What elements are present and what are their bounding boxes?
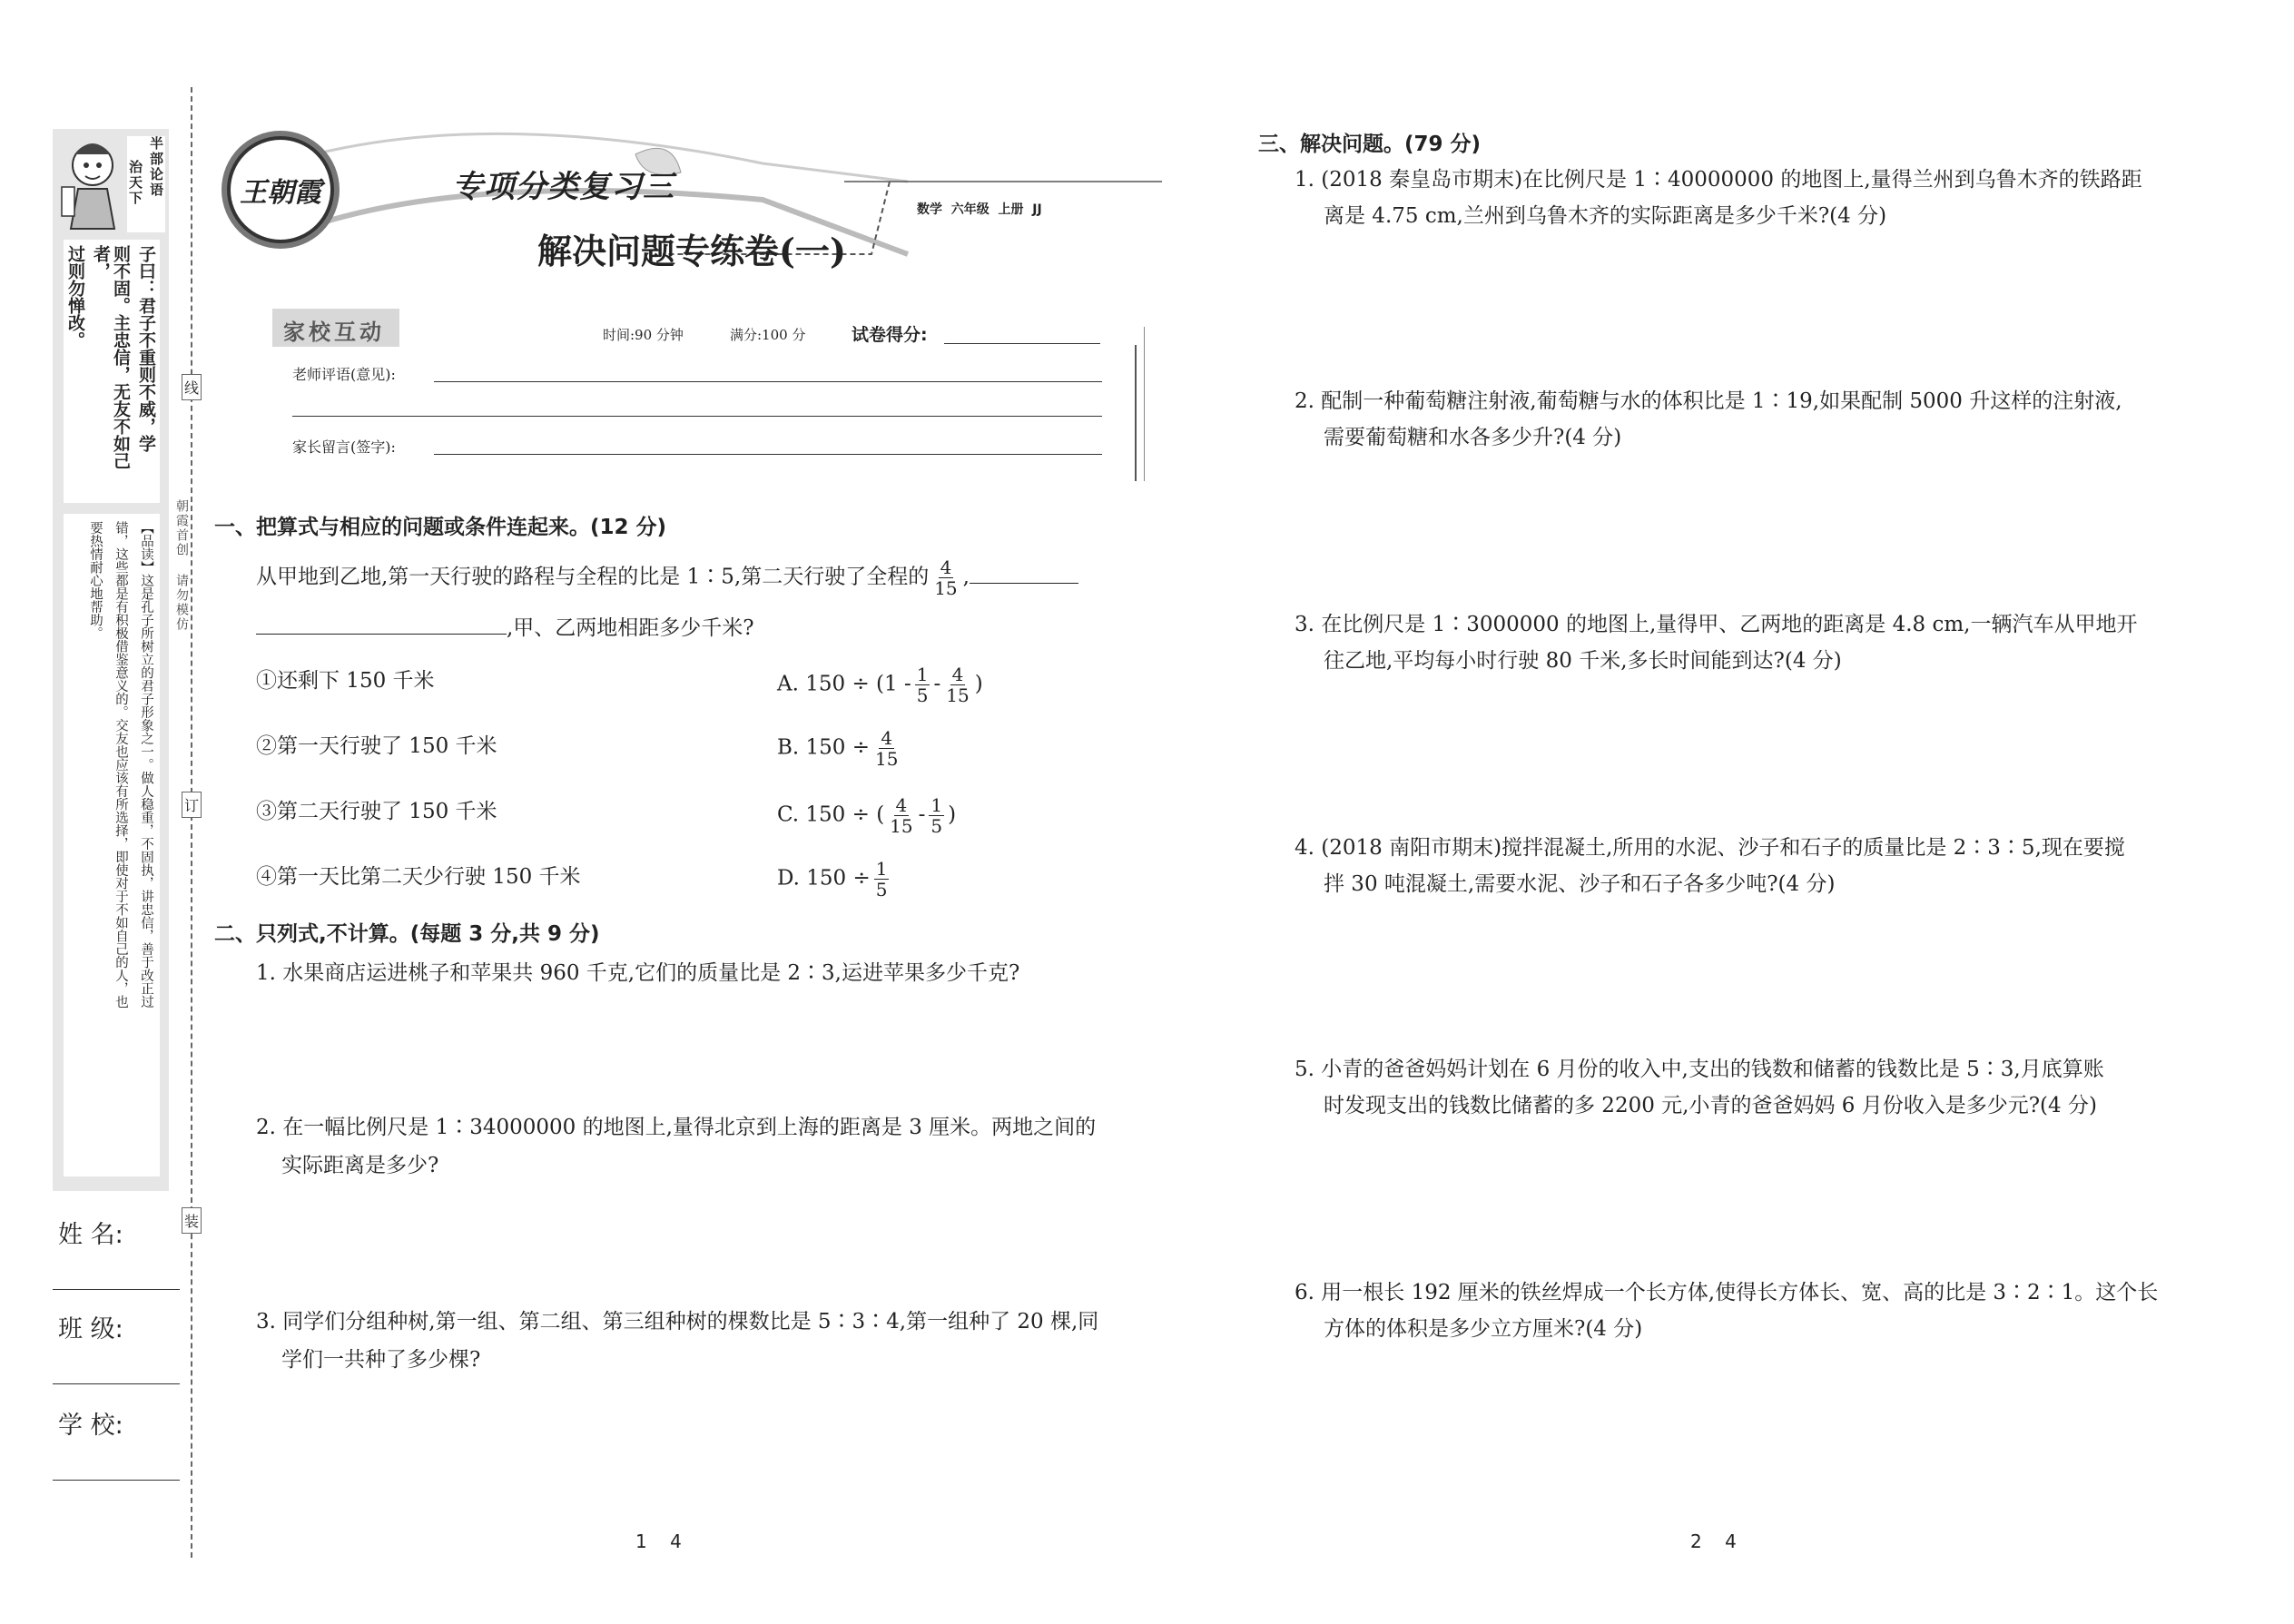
quote-line-1: 子曰：君子不重则不威，学: [136, 245, 156, 452]
teacher-comment-field-2[interactable]: [292, 416, 1102, 417]
section3-q1-line1: 1. (2018 秦皇岛市期末)在比例尺是 1∶40000000 的地图上,量得兰州到乌鲁木齐的铁路距: [1295, 168, 2142, 192]
score-field[interactable]: [944, 343, 1100, 344]
time-label: 时间:90 分钟: [603, 327, 684, 343]
teacher-comment-field[interactable]: [434, 381, 1102, 382]
section2-q1: 1. 水果商店运进桃子和苹果共 960 千克,它们的质量比是 2∶3,运进苹果多少千克?: [256, 961, 1020, 985]
section3-q2-line1: 2. 配制一种葡萄糖注射液,葡萄糖与水的体积比是 1∶19,如果配制 5000 升这样的注射液,: [1295, 389, 2122, 413]
section2-q3-line2: 学们一共种了多少棵?: [281, 1348, 481, 1372]
section3-q5-line1: 5. 小青的爸爸妈妈计划在 6 月份的收入中,支出的钱数和储蓄的钱数比是 5∶3,月底算账: [1295, 1058, 2104, 1081]
section3-q1-line2: 离是 4.75 cm,兰州到乌鲁木齐的实际距离是多少千米?(4 分): [1324, 204, 1887, 228]
section3-q3-line2: 往乙地,平均每小时行驶 80 千米,多长时间能到达?(4 分): [1324, 649, 1842, 673]
section3-q3-line1: 3. 在比例尺是 1∶3000000 的地图上,量得甲、乙两地的距离是 4.8 cm,一辆汽车从甲地开: [1295, 613, 2138, 636]
home-school-box: [272, 309, 1135, 481]
stem-fraction: $\frac{4}{15}$: [934, 556, 958, 599]
section3-q2-line2: 需要葡萄糖和水各多少升?(4 分): [1324, 426, 1622, 449]
right-item-d[interactable]: D. 150 ÷ $\frac{1}{5}$: [777, 858, 888, 901]
logo: [227, 136, 334, 243]
motto-line-2: 治天下: [127, 160, 143, 206]
reading-line-1: 【品读】这是孔子所树立的君子形象之一。做人稳重，不固执，讲忠信，善于改正过: [139, 521, 153, 1009]
right-item-c[interactable]: C. 150 ÷ ( $\frac{4}{15}$ - $\frac{1}{5}$ ): [777, 794, 957, 837]
section2-q2-line2: 实际距离是多少?: [281, 1154, 439, 1177]
logo-text: 王朝霞: [240, 177, 321, 209]
reading-box: [64, 514, 160, 1176]
score-label: 试卷得分:: [852, 325, 928, 345]
main-title: 解决问题专练卷(一): [537, 231, 846, 271]
cut-line: [191, 87, 192, 1558]
motto-box: [127, 136, 165, 232]
subject-label: 数学 六年级 上册 JJ: [917, 202, 1042, 217]
section3-q4-line2: 拌 30 吨混凝土,需要水泥、沙子和石子各多少吨?(4 分): [1324, 872, 1836, 896]
section1-title: 一、把算式与相应的问题或条件连起来。(12 分): [214, 516, 667, 539]
school-field[interactable]: [53, 1480, 180, 1481]
stem-blank-1[interactable]: [970, 583, 1078, 584]
reading-line-3: 要热情耐心地帮助。: [88, 521, 103, 640]
quote-box: [64, 240, 160, 503]
section2-q2-line1: 2. 在一幅比例尺是 1∶34000000 的地图上,量得北京到上海的距离是 3 厘米。两地之间的: [256, 1116, 1097, 1139]
section2-q3-line1: 3. 同学们分组种树,第一组、第二组、第三组种树的棵数比是 5∶3∶4,第一组种了 20 棵,同: [256, 1310, 1099, 1334]
cut-mark-line: 线: [182, 374, 202, 400]
teacher-comment-label: 老师评语(意见):: [292, 366, 396, 383]
left-item-1[interactable]: ①还剩下 150 千米: [256, 669, 435, 693]
name-label: 姓 名:: [58, 1221, 123, 1249]
parent-comment-field[interactable]: [434, 454, 1102, 455]
right-item-a[interactable]: A. 150 ÷ (1 - $\frac{1}{5}$ - $\frac{4}{15}$ ): [777, 664, 983, 706]
section3-q6-line2: 方体的体积是多少立方厘米?(4 分): [1324, 1317, 1643, 1341]
quote-line-2: 则不固。主忠信，无友不如己者，: [91, 245, 131, 469]
series-title: 专项分类复习三: [452, 169, 674, 205]
home-school-label: 家校互动: [283, 320, 385, 345]
confucius-illustration: [56, 133, 129, 232]
stem-blank-2[interactable]: [256, 634, 507, 635]
left-item-3[interactable]: ③第二天行驶了 150 千米: [256, 800, 497, 823]
name-field[interactable]: [53, 1289, 180, 1290]
school-label: 学 校:: [58, 1412, 123, 1440]
section3-q4-line1: 4. (2018 南阳市期末)搅拌混凝土,所用的水泥、沙子和石子的质量比是 2∶3∶5,现在要搅: [1295, 836, 2125, 860]
section3-q6-line1: 6. 用一根长 192 厘米的铁丝焊成一个长方体,使得长方体长、宽、高的比是 3∶2∶1。这个长: [1295, 1281, 2159, 1304]
motto-line-1: 半部论语: [148, 136, 164, 198]
left-item-4[interactable]: ④第一天比第二天少行驶 150 千米: [256, 865, 581, 889]
left-page-number: 1 4: [635, 1530, 682, 1552]
section3-title: 三、解决问题。(79 分): [1258, 133, 1482, 156]
left-item-2[interactable]: ②第一天行驶了 150 千米: [256, 734, 497, 758]
section2-title: 二、只列式,不计算。(每题 3 分,共 9 分): [214, 922, 600, 946]
parent-comment-label: 家长留言(签字):: [292, 438, 396, 456]
cut-mark-bind: 订: [182, 792, 202, 818]
quote-line-3: 过则勿惮改。: [65, 245, 85, 349]
right-item-b[interactable]: B. 150 ÷ $\frac{4}{15}$: [777, 727, 899, 770]
class-field[interactable]: [53, 1383, 180, 1384]
reading-line-2: 错，这些都是有积极借鉴意义的。交友也应该有所选择，即使对于不如自己的人，也: [113, 521, 128, 1009]
right-page-number: 2 4: [1690, 1530, 1737, 1552]
copyright-note: 朝霞首创 请勿模仿: [174, 499, 189, 632]
class-label: 班 级:: [58, 1315, 123, 1343]
section1-stem: 从甲地到乙地,第一天行驶的路程与全程的比是 1∶5,第二天行驶了全程的 $\frac{4}{15}$ ,: [256, 557, 1078, 598]
cut-mark-pack: 装: [182, 1207, 202, 1234]
section1-stem-2: ,甲、乙两地相距多少千米?: [256, 610, 754, 646]
full-score-label: 满分:100 分: [730, 327, 806, 343]
section3-q5-line2: 时发现支出的钱数比储蓄的多 2200 元,小青的爸爸妈妈 6 月份收入是多少元?(4 分): [1324, 1094, 2097, 1117]
